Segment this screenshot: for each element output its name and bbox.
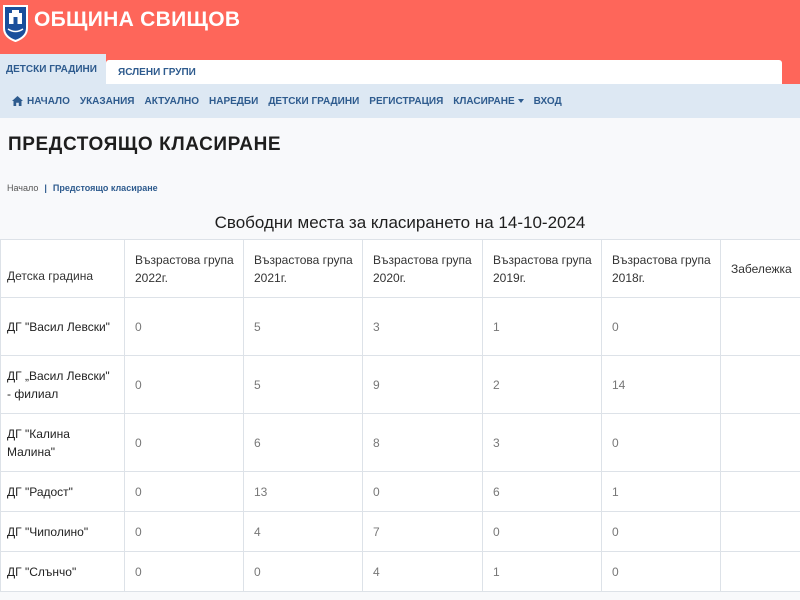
table-cell — [721, 414, 800, 472]
table-cell: 4 — [244, 512, 363, 552]
table-cell — [721, 552, 800, 592]
table-cell: 7 — [363, 512, 483, 552]
table-cell: 5 — [244, 356, 363, 414]
table-cell: 8 — [363, 414, 483, 472]
table-cell: 0 — [125, 298, 244, 356]
breadcrumb-current: Предстоящо класиране — [52, 183, 158, 193]
kindergarten-name: ДГ „Васил Левски" - филиал — [1, 356, 125, 414]
coat-of-arms-icon[interactable] — [2, 4, 29, 42]
table-cell: 9 — [363, 356, 483, 414]
table-row — [1, 472, 800, 512]
table-row — [1, 298, 800, 356]
breadcrumb-separator: | — [44, 183, 47, 193]
home-icon — [12, 96, 23, 106]
site-title[interactable]: ОБЩИНА СВИЩОВ — [34, 8, 241, 31]
table-header-row — [1, 240, 800, 298]
table-row — [1, 552, 800, 592]
kindergarten-name: ДГ "Калина Малина" — [1, 414, 125, 472]
table-cell: 0 — [483, 512, 602, 552]
nav-item-instructions[interactable]: УКАЗАНИЯ — [79, 95, 135, 107]
column-header: Възрастова група 2021г. — [244, 240, 363, 298]
nav-item-news[interactable]: АКТУАЛНО — [144, 95, 200, 107]
table-cell: 3 — [363, 298, 483, 356]
table-cell: 0 — [363, 472, 483, 512]
table-cell — [721, 512, 800, 552]
column-header: Възрастова група 2018г. — [602, 240, 721, 298]
breadcrumb-home-link[interactable]: Начало — [7, 183, 39, 193]
nav-item-registration[interactable]: РЕГИСТРАЦИЯ — [369, 95, 444, 107]
nav-item-home[interactable] — [12, 96, 70, 107]
table-cell: 0 — [602, 552, 721, 592]
table-cell: 5 — [244, 298, 363, 356]
table-cell: 4 — [363, 552, 483, 592]
table-cell: 0 — [602, 414, 721, 472]
column-header: Възрастова група 2019г. — [483, 240, 602, 298]
table-cell — [721, 472, 800, 512]
nav-item-kindergartens[interactable]: ДЕТСКИ ГРАДИНИ — [268, 95, 360, 107]
caret-down-icon — [518, 99, 524, 103]
table-cell: 13 — [244, 472, 363, 512]
table-cell — [721, 298, 800, 356]
tab-kindergartens[interactable]: ДЕТСКИ ГРАДИНИ — [0, 54, 106, 84]
kindergarten-name: ДГ "Чиполино" — [1, 512, 125, 552]
kindergarten-name: ДГ "Слънчо" — [1, 552, 125, 592]
table-cell: 0 — [125, 472, 244, 512]
table-row — [1, 356, 800, 414]
table-cell: 0 — [125, 356, 244, 414]
main-nav — [0, 84, 800, 118]
free-places-table — [0, 239, 800, 592]
table-caption: Свободни места за класирането на 14-10-2024 — [214, 213, 586, 232]
kindergarten-name: ДГ "Радост" — [1, 472, 125, 512]
tab-nursery-groups[interactable]: ЯСЛЕНИ ГРУПИ — [106, 60, 782, 84]
table-cell: 6 — [483, 472, 602, 512]
column-header: Възрастова група 2022г. — [125, 240, 244, 298]
section-tabs — [0, 54, 800, 84]
site-header — [0, 0, 800, 84]
table-row — [1, 512, 800, 552]
table-cell: 0 — [125, 414, 244, 472]
table-cell: 1 — [483, 552, 602, 592]
table-cell: 0 — [602, 298, 721, 356]
table-row — [1, 414, 800, 472]
table-cell: 6 — [244, 414, 363, 472]
nav-item-login[interactable]: ВХОД — [533, 95, 562, 107]
table-cell: 3 — [483, 414, 602, 472]
kindergarten-name: ДГ "Васил Левски" — [1, 298, 125, 356]
column-header: Забележка — [721, 240, 800, 298]
nav-item-home-label: НАЧАЛО — [27, 95, 70, 107]
table-cell: 1 — [602, 472, 721, 512]
table-cell: 0 — [244, 552, 363, 592]
table-cell: 0 — [125, 552, 244, 592]
table-cell — [721, 356, 800, 414]
breadcrumb — [7, 183, 158, 193]
nav-item-regulations[interactable]: НАРЕДБИ — [209, 95, 259, 107]
table-cell: 0 — [602, 512, 721, 552]
table-cell: 14 — [602, 356, 721, 414]
page-title: ПРЕДСТОЯЩО КЛАСИРАНЕ — [8, 134, 282, 155]
column-header: Възрастова група 2020г. — [363, 240, 483, 298]
table-cell: 2 — [483, 356, 602, 414]
column-header: Детска градина — [1, 240, 125, 298]
nav-item-ranking[interactable] — [453, 96, 523, 107]
table-cell: 0 — [125, 512, 244, 552]
table-cell: 1 — [483, 298, 602, 356]
nav-item-ranking-label: КЛАСИРАНЕ — [453, 95, 515, 107]
